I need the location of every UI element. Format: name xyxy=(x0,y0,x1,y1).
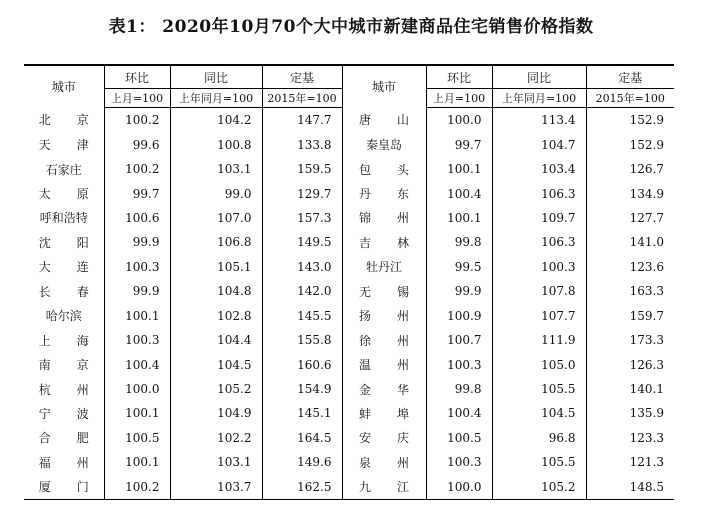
table-row xyxy=(24,304,674,328)
city-name: 无锡 xyxy=(359,284,409,299)
base-value: 160.6 xyxy=(262,352,342,376)
header-mom-base-left: 上月=100 xyxy=(104,89,170,108)
city-name: 蚌埠 xyxy=(359,406,409,421)
base-value: 147.7 xyxy=(262,108,342,133)
city-name: 南京 xyxy=(38,358,89,373)
mom-value: 99.7 xyxy=(426,132,492,156)
base-value: 152.9 xyxy=(586,132,674,156)
city-name: 杭州 xyxy=(38,382,89,397)
city-name: 丹东 xyxy=(359,187,409,202)
header-base-right: 定基 xyxy=(586,65,674,89)
city-name: 扬州 xyxy=(359,309,409,324)
base-value: 159.7 xyxy=(586,304,674,328)
table-title: 表1： 2020年10月70个大中城市新建商品住宅销售价格指数 xyxy=(108,17,594,37)
yoy-value: 107.7 xyxy=(492,304,586,328)
yoy-value: 104.2 xyxy=(170,108,262,133)
mom-value: 100.1 xyxy=(104,304,170,328)
city-name: 石家庄 xyxy=(45,162,82,177)
table-row xyxy=(24,157,674,181)
table-row xyxy=(24,132,674,156)
mom-value: 99.7 xyxy=(104,181,170,205)
city-name: 福州 xyxy=(38,455,89,470)
yoy-value: 102.8 xyxy=(170,304,262,328)
base-value: 123.6 xyxy=(586,255,674,279)
table-row xyxy=(24,181,674,205)
base-value: 152.9 xyxy=(586,108,674,133)
city-name: 金华 xyxy=(359,382,409,397)
header-mom-left: 环比 xyxy=(104,65,170,89)
mom-value: 100.5 xyxy=(426,426,492,450)
yoy-value: 104.5 xyxy=(170,352,262,376)
base-value: 162.5 xyxy=(262,475,342,500)
mom-value: 99.5 xyxy=(426,255,492,279)
table-row xyxy=(24,377,674,401)
mom-value: 99.9 xyxy=(104,279,170,303)
yoy-value: 106.3 xyxy=(492,181,586,205)
base-value: 173.3 xyxy=(586,328,674,352)
mom-value: 100.4 xyxy=(426,181,492,205)
city-name: 厦门 xyxy=(38,480,89,495)
table-row xyxy=(24,426,674,450)
base-value: 159.5 xyxy=(262,157,342,181)
yoy-value: 111.9 xyxy=(492,328,586,352)
header-mom-right: 环比 xyxy=(426,65,492,89)
header-yoy-left: 同比 xyxy=(170,65,262,89)
mom-value: 99.9 xyxy=(104,230,170,254)
yoy-value: 107.0 xyxy=(170,206,262,230)
mom-value: 100.3 xyxy=(104,255,170,279)
base-value: 133.8 xyxy=(262,132,342,156)
base-value: 129.7 xyxy=(262,181,342,205)
base-value: 141.0 xyxy=(586,230,674,254)
mom-value: 100.7 xyxy=(426,328,492,352)
city-name: 唐山 xyxy=(359,113,409,128)
city-name: 锦州 xyxy=(359,211,409,226)
header-city-left: 城市 xyxy=(24,65,104,108)
yoy-value: 104.8 xyxy=(170,279,262,303)
city-name: 秦皇岛 xyxy=(365,138,402,153)
yoy-value: 99.0 xyxy=(170,181,262,205)
city-name: 长春 xyxy=(38,284,89,299)
mom-value: 99.9 xyxy=(426,279,492,303)
yoy-value: 105.5 xyxy=(492,450,586,474)
city-name: 九江 xyxy=(359,480,409,495)
yoy-value: 103.1 xyxy=(170,450,262,474)
table-row xyxy=(24,328,674,352)
yoy-value: 105.2 xyxy=(170,377,262,401)
yoy-value: 103.4 xyxy=(492,157,586,181)
base-value: 135.9 xyxy=(586,401,674,425)
yoy-value: 100.8 xyxy=(170,132,262,156)
base-value: 163.3 xyxy=(586,279,674,303)
mom-value: 100.1 xyxy=(426,206,492,230)
mom-value: 100.1 xyxy=(104,450,170,474)
mom-value: 100.3 xyxy=(426,450,492,474)
header-base-base-right: 2015年=100 xyxy=(586,89,674,108)
yoy-value: 103.7 xyxy=(170,475,262,500)
mom-value: 100.2 xyxy=(104,108,170,133)
city-name: 大连 xyxy=(38,260,89,275)
base-value: 154.9 xyxy=(262,377,342,401)
header-base-base-left: 2015年=100 xyxy=(262,89,342,108)
city-name: 吉林 xyxy=(359,235,409,250)
table-row xyxy=(24,279,674,303)
yoy-value: 105.2 xyxy=(492,475,586,500)
yoy-value: 103.1 xyxy=(170,157,262,181)
base-value: 142.0 xyxy=(262,279,342,303)
city-name: 宁波 xyxy=(38,406,89,421)
header-city-right: 城市 xyxy=(342,65,426,108)
city-name: 牡丹江 xyxy=(365,260,402,275)
yoy-value: 100.3 xyxy=(492,255,586,279)
table-row xyxy=(24,230,674,254)
mom-value: 100.0 xyxy=(426,108,492,133)
yoy-value: 105.5 xyxy=(492,377,586,401)
city-name: 徐州 xyxy=(359,333,409,348)
header-yoy-right: 同比 xyxy=(492,65,586,89)
base-value: 164.5 xyxy=(262,426,342,450)
table-row xyxy=(24,255,674,279)
base-value: 121.3 xyxy=(586,450,674,474)
yoy-value: 96.8 xyxy=(492,426,586,450)
base-value: 157.3 xyxy=(262,206,342,230)
header-mom-base-right: 上月=100 xyxy=(426,89,492,108)
city-name: 上海 xyxy=(38,333,89,348)
yoy-value: 105.0 xyxy=(492,352,586,376)
base-value: 140.1 xyxy=(586,377,674,401)
mom-value: 100.1 xyxy=(104,401,170,425)
yoy-value: 105.1 xyxy=(170,255,262,279)
mom-value: 100.2 xyxy=(104,157,170,181)
table-row xyxy=(24,206,674,230)
city-name: 沈阳 xyxy=(38,235,89,250)
mom-value: 100.9 xyxy=(426,304,492,328)
yoy-value: 104.9 xyxy=(170,401,262,425)
base-value: 145.5 xyxy=(262,304,342,328)
base-value: 155.8 xyxy=(262,328,342,352)
city-name: 天津 xyxy=(38,138,89,153)
city-name: 北京 xyxy=(38,113,89,128)
mom-value: 100.5 xyxy=(104,426,170,450)
table-row xyxy=(24,450,674,474)
city-name: 合肥 xyxy=(38,431,89,446)
header-base-left: 定基 xyxy=(262,65,342,89)
mom-value: 99.6 xyxy=(104,132,170,156)
yoy-value: 106.3 xyxy=(492,230,586,254)
mom-value: 100.4 xyxy=(426,401,492,425)
city-name: 太原 xyxy=(38,187,89,202)
mom-value: 100.0 xyxy=(426,475,492,500)
yoy-value: 104.7 xyxy=(492,132,586,156)
yoy-value: 102.2 xyxy=(170,426,262,450)
base-value: 126.7 xyxy=(586,157,674,181)
base-value: 149.5 xyxy=(262,230,342,254)
yoy-value: 113.4 xyxy=(492,108,586,133)
city-name: 安庆 xyxy=(359,431,409,446)
header-yoy-base-left: 上年同月=100 xyxy=(170,89,262,108)
base-value: 134.9 xyxy=(586,181,674,205)
base-value: 143.0 xyxy=(262,255,342,279)
base-value: 126.3 xyxy=(586,352,674,376)
base-value: 145.1 xyxy=(262,401,342,425)
city-name: 呼和浩特 xyxy=(39,211,88,226)
yoy-value: 106.8 xyxy=(170,230,262,254)
base-value: 127.7 xyxy=(586,206,674,230)
base-value: 149.6 xyxy=(262,450,342,474)
mom-value: 100.3 xyxy=(104,328,170,352)
base-value: 123.3 xyxy=(586,426,674,450)
table-row xyxy=(24,401,674,425)
mom-value: 100.3 xyxy=(426,352,492,376)
table-row xyxy=(24,475,674,500)
price-index-table xyxy=(24,64,674,500)
mom-value: 100.2 xyxy=(104,475,170,500)
mom-value: 100.6 xyxy=(104,206,170,230)
city-name: 包头 xyxy=(359,162,409,177)
mom-value: 100.1 xyxy=(426,157,492,181)
yoy-value: 109.7 xyxy=(492,206,586,230)
mom-value: 99.8 xyxy=(426,377,492,401)
mom-value: 100.4 xyxy=(104,352,170,376)
mom-value: 100.0 xyxy=(104,377,170,401)
yoy-value: 104.5 xyxy=(492,401,586,425)
mom-value: 99.8 xyxy=(426,230,492,254)
city-name: 哈尔滨 xyxy=(45,309,82,324)
header-yoy-base-right: 上年同月=100 xyxy=(492,89,586,108)
table-row xyxy=(24,352,674,376)
base-value: 148.5 xyxy=(586,475,674,500)
city-name: 泉州 xyxy=(359,455,409,470)
table-row xyxy=(24,108,674,133)
yoy-value: 104.4 xyxy=(170,328,262,352)
city-name: 温州 xyxy=(359,358,409,373)
yoy-value: 107.8 xyxy=(492,279,586,303)
